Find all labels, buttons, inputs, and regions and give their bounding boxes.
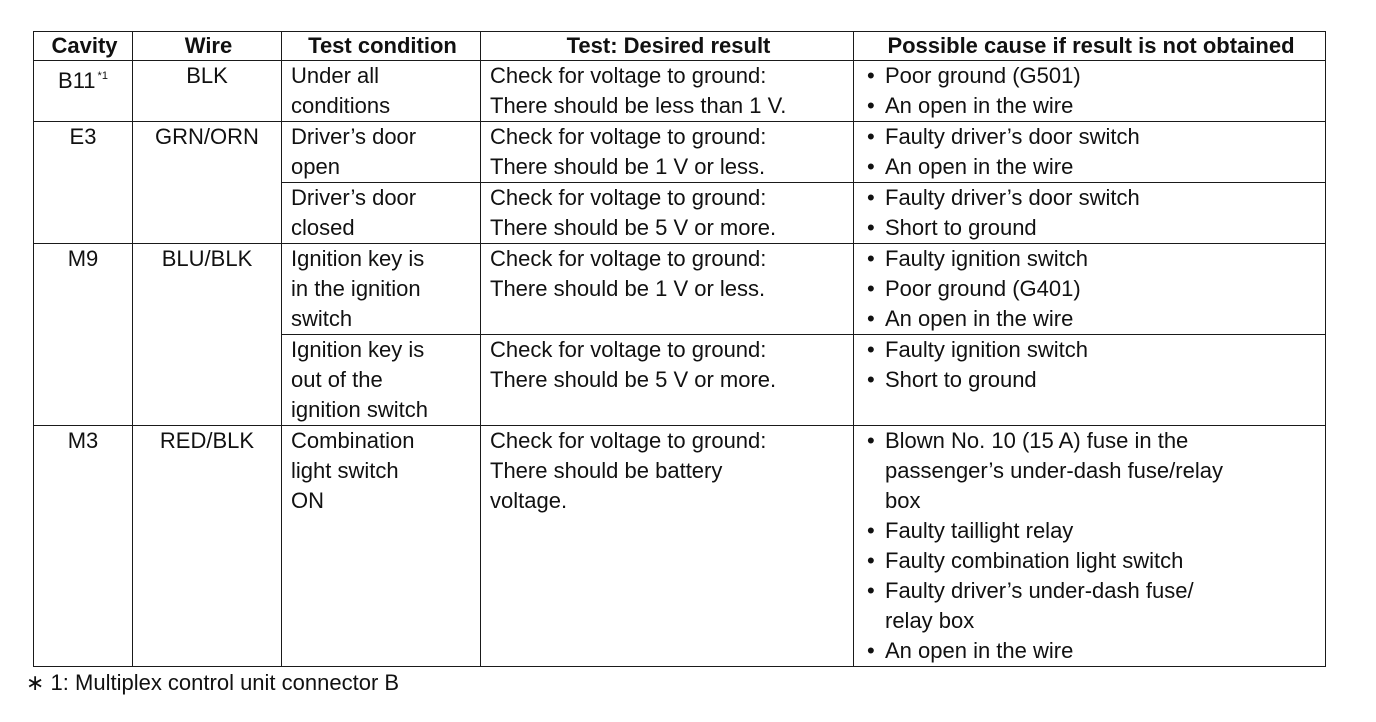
cause-item: • Faulty combination light switch: [863, 546, 1319, 576]
condition-line: Combination: [291, 428, 415, 453]
condition-line: switch: [291, 306, 353, 331]
cavity-cell: E3: [34, 122, 133, 244]
result-line: Check for voltage to ground:: [490, 124, 767, 149]
condition-line: Under all: [291, 63, 380, 88]
cause-item: • Poor ground (G501): [863, 61, 1319, 91]
result-cell: [481, 122, 854, 183]
table-row: [34, 244, 1326, 335]
result-line: There should be less than 1 V.: [490, 93, 787, 118]
result-line: Check for voltage to ground:: [490, 63, 767, 88]
condition-line: closed: [291, 215, 355, 240]
result-line: There should be 1 V or less.: [490, 154, 766, 179]
table-row: [34, 61, 1326, 122]
cause-item: • Faulty taillight relay: [863, 516, 1319, 546]
result-cell: [481, 335, 854, 426]
diagnostic-table: [33, 31, 1326, 667]
result-line: There should be 5 V or more.: [490, 367, 777, 392]
cause-cell: [854, 61, 1326, 122]
header-wire: Wire: [133, 32, 282, 61]
condition-cell: [282, 122, 481, 183]
header-cavity: Cavity: [34, 32, 133, 61]
condition-line: light switch: [291, 458, 399, 483]
result-line: voltage.: [490, 488, 568, 513]
condition-cell: [282, 244, 481, 335]
cause-cell: [854, 426, 1326, 667]
cause-item: • An open in the wire: [863, 152, 1319, 182]
cause-item: • An open in the wire: [863, 304, 1319, 334]
cause-item-continuation: passenger’s under-dash fuse/relay: [885, 458, 1223, 483]
table-row: [34, 426, 1326, 667]
condition-cell: [282, 426, 481, 667]
cavity-value: B11: [58, 68, 96, 93]
cause-item-continuation: relay box: [885, 608, 975, 633]
table-row: [34, 122, 1326, 183]
cause-item: • Faulty driver’s under-dash fuse/: [863, 576, 1319, 606]
cause-item: • Faulty ignition switch: [863, 244, 1319, 274]
condition-line: open: [291, 154, 340, 179]
cause-item: • Blown No. 10 (15 A) fuse in the: [863, 426, 1319, 456]
cavity-cell: [34, 61, 133, 122]
cause-item: • Short to ground: [863, 365, 1319, 395]
cavity-cell: M3: [34, 426, 133, 667]
condition-line: Driver’s door: [291, 124, 417, 149]
cause-item-continuation: box: [885, 488, 921, 513]
result-line: Check for voltage to ground:: [490, 337, 767, 362]
result-cell: [481, 244, 854, 335]
cause-cell: [854, 335, 1326, 426]
result-cell: [481, 183, 854, 244]
condition-line: Ignition key is: [291, 337, 425, 362]
condition-line: ignition switch: [291, 397, 428, 422]
cause-item: • Short to ground: [863, 213, 1319, 243]
footnote: ∗ 1: Multiplex control unit connector B: [26, 670, 400, 695]
header-desired-result: Test: Desired result: [481, 32, 854, 61]
result-line: Check for voltage to ground:: [490, 185, 767, 210]
header-test-condition: Test condition: [282, 32, 481, 61]
condition-line: out of the: [291, 367, 383, 392]
condition-cell: [282, 183, 481, 244]
condition-line: Ignition key is: [291, 246, 425, 271]
result-line: Check for voltage to ground:: [490, 246, 767, 271]
condition-line: Driver’s door: [291, 185, 417, 210]
cause-item: • Poor ground (G401): [863, 274, 1319, 304]
condition-line: conditions: [291, 93, 391, 118]
result-cell: [481, 426, 854, 667]
cause-item: • An open in the wire: [863, 91, 1319, 121]
header-row: [34, 32, 1326, 61]
cause-item: • Faulty ignition switch: [863, 335, 1319, 365]
condition-cell: [282, 61, 481, 122]
result-line: There should be 1 V or less.: [490, 276, 766, 301]
cause-cell: [854, 183, 1326, 244]
cause-item: • An open in the wire: [863, 636, 1319, 666]
result-line: There should be battery: [490, 458, 723, 483]
result-line: There should be 5 V or more.: [490, 215, 777, 240]
cavity-cell: M9: [34, 244, 133, 426]
condition-cell: [282, 335, 481, 426]
condition-line: ON: [291, 488, 324, 513]
cavity-footnote-marker: *1: [97, 70, 108, 82]
result-cell: [481, 61, 854, 122]
header-possible-cause: Possible cause if result is not obtained: [854, 32, 1326, 61]
wire-cell: RED/BLK: [133, 426, 282, 667]
condition-line: in the ignition: [291, 276, 421, 301]
wire-cell: GRN/ORN: [133, 122, 282, 244]
cause-cell: [854, 122, 1326, 183]
cause-item: • Faulty driver’s door switch: [863, 183, 1319, 213]
wire-cell: BLK: [133, 61, 282, 122]
result-line: Check for voltage to ground:: [490, 428, 767, 453]
cause-cell: [854, 244, 1326, 335]
cause-item: • Faulty driver’s door switch: [863, 122, 1319, 152]
wire-cell: BLU/BLK: [133, 244, 282, 426]
